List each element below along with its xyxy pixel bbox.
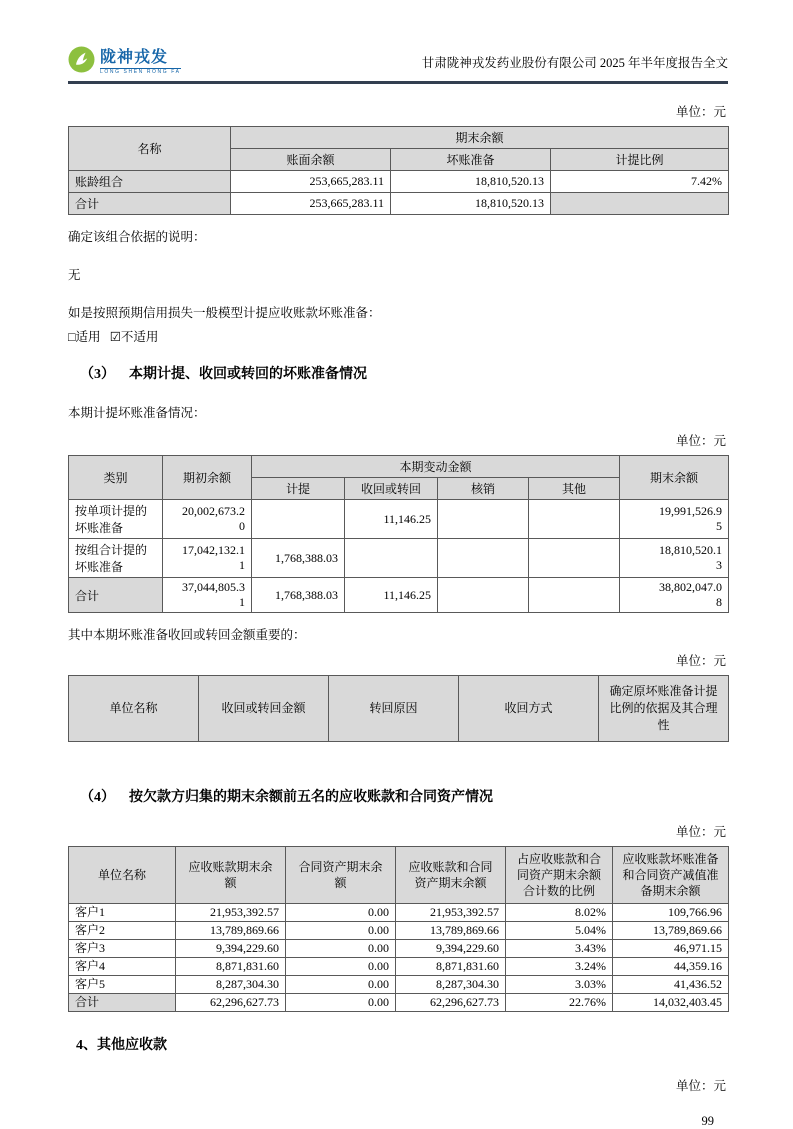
column-group-header: 本期变动金额 <box>252 456 620 478</box>
table-cell: 62,296,627.73 <box>176 994 286 1012</box>
table-cell: 3.24% <box>506 958 613 976</box>
table-cell <box>438 539 529 578</box>
table-cell: 109,766.96 <box>613 904 729 922</box>
table-cell: 11,146.25 <box>345 578 438 613</box>
company-logo-text <box>100 50 181 75</box>
column-header: 收回方式 <box>459 676 599 742</box>
column-header: 收回或转回 <box>345 478 438 500</box>
table-row <box>69 171 729 193</box>
table-cell: 17,042,132.11 <box>163 539 252 578</box>
column-header: 名称 <box>69 127 231 171</box>
table-cell: 0.00 <box>286 904 396 922</box>
table-row <box>69 940 729 958</box>
section-3-number: （3） <box>80 367 115 382</box>
column-header: 类别 <box>69 456 163 500</box>
table-cell: 按单项计提的坏账准备 <box>69 500 163 539</box>
table-cell: 41,436.52 <box>613 976 729 994</box>
applicable-checkbox: □适用 <box>68 330 101 344</box>
table-cell: 37,044,805.31 <box>163 578 252 613</box>
table-cell: 18,810,520.13 <box>620 539 729 578</box>
table-cell <box>529 539 620 578</box>
column-header: 确定原坏账准备计提比例的依据及其合理性 <box>599 676 729 742</box>
column-header: 转回原因 <box>329 676 459 742</box>
table-cell <box>529 500 620 539</box>
table-cell <box>438 578 529 613</box>
unit-label: 单位：元 <box>675 105 726 119</box>
column-header: 计提比例 <box>551 149 729 171</box>
provision-intro: 本期计提坏账准备情况： <box>68 406 206 420</box>
table-cell: 1,768,388.03 <box>252 539 345 578</box>
column-header: 账面余额 <box>231 149 391 171</box>
table-cell: 13,789,869.66 <box>613 922 729 940</box>
column-header: 单位名称 <box>69 676 199 742</box>
table-cell: 8,287,304.30 <box>176 976 286 994</box>
table-cell: 账龄组合 <box>69 171 231 193</box>
table-row <box>69 922 729 940</box>
table-cell: 7.42% <box>551 171 729 193</box>
table-cell <box>252 500 345 539</box>
recovery-note: 其中本期坏账准备收回或转回金额重要的： <box>68 628 306 642</box>
table-cell: 客户1 <box>69 904 176 922</box>
column-header: 合同资产期末余额 <box>286 847 396 904</box>
table-cell: 按组合计提的坏账准备 <box>69 539 163 578</box>
table-cell: 14,032,403.45 <box>613 994 729 1012</box>
table-cell: 253,665,283.11 <box>231 171 391 193</box>
table-cell: 20,002,673.20 <box>163 500 252 539</box>
table-header-row <box>69 127 729 149</box>
table-row <box>69 539 729 578</box>
table-cell: 合计 <box>69 578 163 613</box>
table-cell: 44,359.16 <box>613 958 729 976</box>
table-row <box>69 958 729 976</box>
table-cell: 11,146.25 <box>345 500 438 539</box>
header-rule <box>68 81 728 84</box>
not-applicable-checkbox: ☑不适用 <box>109 330 159 344</box>
table-cell: 客户3 <box>69 940 176 958</box>
table-cell: 5.04% <box>506 922 613 940</box>
column-header: 计提 <box>252 478 345 500</box>
table-cell: 8.02% <box>506 904 613 922</box>
table-header-row <box>69 847 729 904</box>
table-cell: 13,789,869.66 <box>176 922 286 940</box>
column-header: 其他 <box>529 478 620 500</box>
table-cell: 9,394,229.60 <box>176 940 286 958</box>
column-header: 应收账款坏账准备和合同资产减值准备期末余额 <box>613 847 729 904</box>
table-cell: 18,810,520.13 <box>391 193 551 215</box>
section-3-title: 本期计提、收回或转回的坏账准备情况 <box>129 367 367 382</box>
table-cell: 8,287,304.30 <box>396 976 506 994</box>
table-row-total <box>69 578 729 613</box>
table-cell <box>345 539 438 578</box>
logo-en-text: LONG SHEN RONG FA <box>100 68 181 75</box>
table-cell: 3.03% <box>506 976 613 994</box>
page-header <box>68 46 728 78</box>
ecl-model-note: 如是按照预期信用损失一般模型计提应收账款坏账准备： <box>68 306 381 320</box>
portfolio-basis-value: 无 <box>68 268 81 282</box>
page-number: 99 <box>701 1114 714 1128</box>
table-row <box>69 904 729 922</box>
table-row-total <box>69 193 729 215</box>
table-row <box>69 500 729 539</box>
portfolio-basis-note: 确定该组合依据的说明： <box>68 230 206 244</box>
document-title: 甘肃陇神戎发药业股份有限公司 2025 年半年度报告全文 <box>421 56 728 70</box>
unit-label: 单位：元 <box>675 434 726 448</box>
applicability-line <box>68 327 728 345</box>
table-cell: 客户2 <box>69 922 176 940</box>
table-cell: 客户4 <box>69 958 176 976</box>
column-header: 期末余额 <box>620 456 729 500</box>
column-header: 单位名称 <box>69 847 176 904</box>
unit-label: 单位：元 <box>675 654 726 668</box>
unit-label: 单位：元 <box>675 1079 726 1093</box>
table-cell: 38,802,047.08 <box>620 578 729 613</box>
column-header: 坏账准备 <box>391 149 551 171</box>
column-header: 应收账款和合同资产期末余额 <box>396 847 506 904</box>
table-cell: 8,871,831.60 <box>176 958 286 976</box>
table-cell: 合计 <box>69 193 231 215</box>
table-cell: 19,991,526.95 <box>620 500 729 539</box>
logo-cn-text: 陇神戎发 <box>100 48 169 66</box>
table-cell: 22.76% <box>506 994 613 1012</box>
table-cell: 0.00 <box>286 922 396 940</box>
section-3-heading <box>68 363 728 383</box>
table-cell: 253,665,283.11 <box>231 193 391 215</box>
table-cell <box>551 193 729 215</box>
column-header: 占应收账款和合同资产期末余额合计数的比例 <box>506 847 613 904</box>
table-cell: 8,871,831.60 <box>396 958 506 976</box>
table-cell: 0.00 <box>286 940 396 958</box>
table-cell <box>529 578 620 613</box>
company-logo-icon <box>68 46 95 78</box>
table-cell: 0.00 <box>286 976 396 994</box>
table-cell: 3.43% <box>506 940 613 958</box>
table-row <box>69 976 729 994</box>
significant-recovery-table <box>68 675 729 742</box>
table-cell: 客户5 <box>69 976 176 994</box>
company-logo <box>68 46 181 78</box>
table-cell: 1,768,388.03 <box>252 578 345 613</box>
table-header-row <box>69 456 729 478</box>
table-cell: 18,810,520.13 <box>391 171 551 193</box>
section-4-title: 按欠款方归集的期末余额前五名的应收账款和合同资产情况 <box>129 790 493 805</box>
unit-label: 单位：元 <box>675 825 726 839</box>
table-cell: 9,394,229.60 <box>396 940 506 958</box>
table-cell: 0.00 <box>286 958 396 976</box>
table-cell: 13,789,869.66 <box>396 922 506 940</box>
top5-receivables-table <box>68 846 729 1012</box>
section-4-number: （4） <box>80 790 115 805</box>
other-receivables-heading: 4、其他应收款 <box>76 1038 167 1053</box>
section-4-heading <box>68 786 728 806</box>
column-group-header: 期末余额 <box>231 127 729 149</box>
table-cell: 46,971.15 <box>613 940 729 958</box>
table-row-total <box>69 994 729 1012</box>
table-cell: 合计 <box>69 994 176 1012</box>
portfolio-ending-balance-table <box>68 126 729 215</box>
table-header-row <box>69 676 729 742</box>
table-cell <box>438 500 529 539</box>
column-header: 核销 <box>438 478 529 500</box>
column-header: 期初余额 <box>163 456 252 500</box>
table-cell: 21,953,392.57 <box>176 904 286 922</box>
column-header: 收回或转回金额 <box>199 676 329 742</box>
table-cell: 21,953,392.57 <box>396 904 506 922</box>
table-cell: 62,296,627.73 <box>396 994 506 1012</box>
bad-debt-movement-table <box>68 455 729 613</box>
column-header: 应收账款期末余额 <box>176 847 286 904</box>
table-cell: 0.00 <box>286 994 396 1012</box>
